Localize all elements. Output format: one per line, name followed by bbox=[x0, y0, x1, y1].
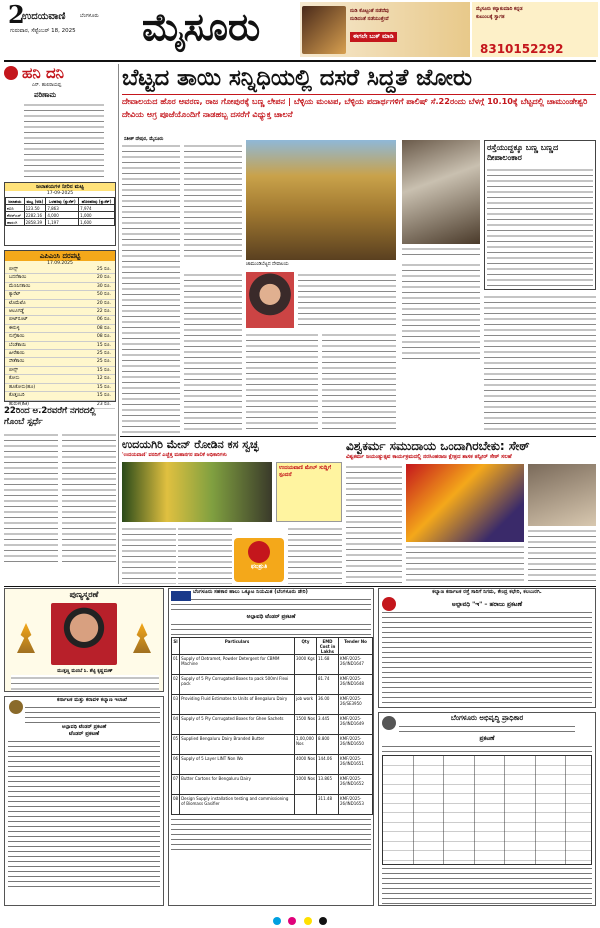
tender-header-row bbox=[172, 638, 373, 655]
water-cell: 7,863 bbox=[46, 205, 79, 212]
tender-cell: 04 bbox=[172, 715, 180, 735]
karavali-notice bbox=[4, 696, 164, 906]
lead-inset-photo bbox=[246, 272, 294, 328]
veg-price: 06 ರೂ. bbox=[96, 317, 111, 323]
veg-date: 17.09.2025 bbox=[47, 261, 73, 266]
veg-name: ಆಲೂಗಡ್ಡೆ bbox=[9, 309, 25, 315]
veg-name: ಸೌತೆಕಾಯಿ bbox=[9, 359, 25, 365]
ad2-phone: 8310152292 bbox=[480, 42, 564, 56]
lead-photo-caption: ಚಾಮುಂಡಿಬೆಟ್ಟದ ದೇವಾಲಯ bbox=[246, 262, 289, 267]
water-header: ಹೊರಹರಿವು (ಕ್ಯುಸೆಕ್) bbox=[79, 198, 115, 205]
veg-name: ಈರುಳ್ಳಿ bbox=[9, 325, 20, 331]
right-photo bbox=[406, 464, 524, 542]
etender-body bbox=[382, 610, 592, 704]
veg-row bbox=[5, 367, 115, 375]
tender-row bbox=[172, 675, 373, 695]
right-photo-caption bbox=[406, 544, 524, 584]
tender-cell: Supply of Detramet, Powder Detergent for CBMM Machine bbox=[180, 655, 295, 675]
water-cell: 2858.39 bbox=[24, 219, 46, 226]
phala-label: ಫಲಶ್ರುತಿ bbox=[250, 563, 268, 570]
dairy-intro bbox=[171, 622, 371, 636]
tender-header: EMD Cost in Lakhs bbox=[317, 638, 339, 655]
water-table-date: 17-09-2025 bbox=[46, 191, 74, 196]
veg-row bbox=[5, 392, 115, 400]
left-col-divider bbox=[118, 64, 119, 584]
dairy-org: ಬೆಂಗಳೂರು ಸಹಕಾರ ಹಾಲು ಒಕ್ಕೂಟ ನಿಯಮಿತ (ಬೆಂಗಳೂರು ಡೇರಿ) bbox=[193, 589, 308, 595]
tender-table bbox=[171, 637, 373, 815]
ads-divider bbox=[4, 586, 596, 587]
page-number: 2 bbox=[8, 0, 25, 29]
left-story-headline: 22ರಿಂದ ಅ.2ರವರೆಗೆ ನಗರದಲ್ಲಿ ಗೊಂಬೆ ಸ್ಪರ್ಧೆ bbox=[4, 406, 96, 427]
veg-name: ಬೆಂಡೆಕಾಯಿ bbox=[9, 342, 27, 348]
etender-ad bbox=[378, 588, 596, 708]
lead-body-col-4 bbox=[246, 332, 318, 432]
notice-heading: ಟೆಂಡರ್ ಪ್ರಕಟಣೆ bbox=[68, 731, 100, 737]
header-ad-2 bbox=[472, 2, 598, 57]
veg-name: ಟೊಮೆಟೊ bbox=[9, 300, 26, 306]
side-photo-caption bbox=[402, 246, 480, 258]
right-body-1 bbox=[346, 464, 402, 584]
tender-cell: 02 bbox=[172, 675, 180, 695]
water-cell: ಕಬಿನಿ bbox=[6, 205, 25, 212]
tender-cell: 311.48 bbox=[317, 795, 339, 815]
tender-cell: Butter Cartons for Bengaluru Dairy bbox=[180, 775, 295, 795]
phala-icon bbox=[248, 541, 270, 563]
water-header: ಒಳಹರಿವು (ಕ್ಯುಸೆಕ್) bbox=[46, 198, 79, 205]
tender-cell: 1000 Nos bbox=[295, 775, 317, 795]
veg-row bbox=[5, 358, 115, 366]
mid-body-1 bbox=[122, 526, 176, 584]
water-cell: 4,000 bbox=[46, 212, 79, 219]
header-ad-1 bbox=[300, 2, 470, 57]
tender-row bbox=[172, 755, 373, 775]
water-table-title: ಜಲಾಶಯಗಳ ನೀರಿನ ಮಟ್ಟ bbox=[5, 183, 115, 191]
water-cell: 7,974 bbox=[79, 205, 115, 212]
veg-name: ಬೀನ್ಸ್ bbox=[9, 267, 18, 272]
tender-cell: 08 bbox=[172, 795, 180, 815]
veg-name: ಬೀನ್ಸ್ bbox=[9, 367, 18, 373]
column-poem bbox=[24, 102, 104, 178]
left-story-body bbox=[4, 432, 58, 562]
veg-row bbox=[5, 384, 115, 392]
side-story-body bbox=[487, 167, 593, 287]
tender-cell: 07 bbox=[172, 775, 180, 795]
tender-row bbox=[172, 775, 373, 795]
left-story-body-2 bbox=[62, 432, 116, 562]
ad2-line-2: ಕುಟುಂಬಕ್ಕೆ ಸ್ವಾಗತ bbox=[476, 15, 505, 20]
notice-body bbox=[8, 739, 160, 889]
page-header bbox=[0, 0, 600, 60]
poem-lines bbox=[24, 102, 104, 178]
veg-price: 25 ರೂ. bbox=[96, 359, 111, 365]
veg-list bbox=[5, 266, 115, 409]
veg-price: 25 ರೂ. bbox=[96, 267, 111, 272]
tender-ad-dairy bbox=[168, 588, 374, 906]
tender-row bbox=[172, 735, 373, 755]
water-cell: 2282.16 bbox=[24, 212, 46, 219]
obituary-ad bbox=[4, 588, 164, 692]
water-cell: ಕೆಆರ್‌ಎಸ್ bbox=[6, 212, 25, 219]
tender-cell: KMF/2025-26/SE3950 bbox=[339, 695, 373, 715]
veg-row bbox=[5, 316, 115, 324]
veg-price-box bbox=[4, 250, 116, 407]
lamp-icon-right bbox=[133, 623, 151, 653]
lead-body-col-1 bbox=[122, 143, 180, 433]
veg-name: ಹುರುಳಿ(ಕೆಜಿ) bbox=[9, 401, 29, 407]
tender-cell: KMF/2025-26/IND1652 bbox=[339, 775, 373, 795]
mid-body-2 bbox=[178, 526, 232, 584]
ad-highlight: ಈಗಲೇ ಬುಕ್ ಮಾಡಿ bbox=[350, 32, 397, 42]
veg-price: 20 ರೂ. bbox=[96, 300, 111, 306]
veg-row bbox=[5, 266, 115, 274]
column-heading: ಪರಿಣಾಮ bbox=[34, 91, 57, 99]
tender-cell: 1500 Nos bbox=[295, 715, 317, 735]
veg-row bbox=[5, 350, 115, 358]
tender-cell bbox=[295, 675, 317, 695]
water-cell: 1,197 bbox=[46, 219, 79, 226]
right-col-story bbox=[484, 294, 596, 432]
right-headline: ವಿಶ್ವಕರ್ಮ ಸಮುದಾಯ ಒಂದಾಗಿರಬೇಕು: ಸೇಠ್ bbox=[346, 439, 530, 453]
veg-name: ನುಗ್ಗೆಕಾಯಿ bbox=[9, 334, 25, 340]
obituary-photo bbox=[51, 603, 117, 665]
mid-photo bbox=[122, 462, 272, 522]
tender-cell: Supply of 5 Ply Corrugated Boxes to pack 500ml Flexi pack bbox=[180, 675, 295, 695]
tender-cell: 144.06 bbox=[317, 755, 339, 775]
tender-cell: Supplied Bengaluru Dairy Branded Butter bbox=[180, 735, 295, 755]
veg-row bbox=[5, 283, 115, 291]
yellow-mark bbox=[304, 917, 312, 925]
tender-cell: 8.800 bbox=[317, 735, 339, 755]
tender-cell: 36.00 bbox=[317, 695, 339, 715]
cyan-mark bbox=[273, 917, 281, 925]
lead-headline: ಬೆಟ್ಟದ ತಾಯಿ ಸನ್ನಿಧಿಯಲ್ಲಿ ದಸರೆ ಸಿದ್ದತೆ ಜೋರು bbox=[122, 65, 473, 91]
mid-headline: ಉದಯಗಿರಿ ಮೇನ್ ರೋಡಿನ ಕಸ ಸ್ವಚ್ಛ bbox=[122, 438, 259, 451]
veg-price: 08 ರೂ. bbox=[96, 325, 111, 331]
lead-subhead: ದೇವಾಲಯದ ಹೊರ ಆವರಣ, ರಾಜ ಗೋಪುರಕ್ಕೆ ಬಣ್ಣ ಲೇಪನ | ಬೆಳ್ಳಿಯ ಮಂಟಪ, ಬೆಳ್ಳಿಯ ಪದಾರ್ಥಗಳಿಗೆ ಪಾಲಿಷ್ ಸೆ.22ರಂದು ಬೆಳಗ್ಗೆ 10.10ಕ್ಕೆ ಬೆಟ್ಟದಲ್ಲಿ ಚಾಮುಂಡೇಶ್ವರಿ ದೇವಿಯ ಅಗ್ರ ಪೂಜೆಯೊಂದಿಗೆ ನಾಡಹಬ್ಬ ದಸರೆಗೆ ವಿಧ್ಯುಕ್ತ ಚಾಲನೆ bbox=[122, 94, 596, 134]
bda-address bbox=[399, 724, 575, 734]
veg-name: ಮೆಣಸಿನಕಾಯಿ bbox=[9, 283, 31, 289]
etender-logo bbox=[382, 597, 396, 611]
water-header: ಜಲಾಶಯ bbox=[6, 198, 25, 205]
paper-name: ಉದಯವಾಣಿ bbox=[22, 11, 66, 22]
tender-cell: job work bbox=[295, 695, 317, 715]
mid-quote-box bbox=[276, 462, 342, 522]
bda-footer bbox=[382, 866, 592, 904]
side-story-box bbox=[484, 140, 596, 290]
ad-line-2: ನುಡಿದಂತೆ ನಡೆಯುತ್ತೇವೆ bbox=[350, 16, 389, 22]
veg-price: 22 ರೂ. bbox=[96, 309, 111, 315]
mid-quote: ಉದಯವಾಣಿ ಮೇಲ್ ಸುದ್ದಿಗೆ ಸ್ಪಂದನೆ bbox=[279, 465, 332, 478]
tender-cell: 4000 Nos bbox=[295, 755, 317, 775]
etender-org: ಕಲ್ಯಾಣ ಕರ್ನಾಟಕ ರಸ್ತೆ ಸಾರಿಗೆ ನಿಗಮ, ಕೇಂದ್ರ ಕಛೇರಿ, ಕಲಬುರಗಿ. bbox=[432, 589, 542, 595]
veg-row bbox=[5, 274, 115, 282]
bda-logo bbox=[382, 716, 396, 730]
veg-price: 15 ರೂ. bbox=[96, 384, 111, 390]
dairy-address bbox=[171, 597, 371, 613]
tender-row bbox=[172, 695, 373, 715]
tender-cell: 03 bbox=[172, 695, 180, 715]
lead-body-col-2 bbox=[184, 143, 242, 261]
veg-price: 50 ರೂ. bbox=[96, 292, 111, 298]
ad-line-1: ನುಡಿ ಕೊಟ್ಟಂತೆ ನಡೆದೆವು bbox=[350, 8, 390, 14]
veg-name: ಕ್ಯಾರೆಟ್ bbox=[9, 292, 21, 298]
tender-cell: KMF/2025-26/IND1650 bbox=[339, 735, 373, 755]
side-photo bbox=[402, 140, 480, 244]
tender-cell bbox=[295, 795, 317, 815]
mid-divider bbox=[120, 436, 596, 437]
water-cell: 123.50 bbox=[24, 205, 46, 212]
water-header: ಮಟ್ಟ (ಅಡಿ) bbox=[24, 198, 46, 205]
veg-row bbox=[5, 375, 115, 383]
notice-address bbox=[25, 705, 160, 723]
bda-intro bbox=[382, 744, 592, 754]
water-cell: ಹಾರಂಗಿ bbox=[6, 219, 25, 226]
header-divider bbox=[4, 60, 596, 62]
veg-price: 08 ರೂ. bbox=[96, 334, 111, 340]
tender-cell: 05 bbox=[172, 735, 180, 755]
veg-price: 15 ರೂ. bbox=[96, 342, 111, 348]
tender-cell: 81.74 bbox=[317, 675, 339, 695]
right-photo-2 bbox=[528, 464, 596, 526]
magenta-mark bbox=[288, 917, 296, 925]
side-story-2 bbox=[402, 262, 480, 362]
water-table-box bbox=[4, 182, 116, 246]
veg-name: ಹೀರೆಕಾಯಿ bbox=[9, 351, 25, 357]
tender-cell: Design Supply installation testing and commissioning of Biomass Gasifier bbox=[180, 795, 295, 815]
tender-header: Qty bbox=[295, 638, 317, 655]
tender-cell: 3.445 bbox=[317, 715, 339, 735]
bda-org: ಬೆಂಗಳೂರು ಅಭಿವೃದ್ಧಿ ಪ್ರಾಧಿಕಾರ bbox=[450, 714, 524, 722]
tender-header: Sl bbox=[172, 638, 180, 655]
tender-cell: Providing Fluid Estimates to Units of Bengaluru Dairy bbox=[180, 695, 295, 715]
veg-name: ಬೀಟ್‌ರೂಟ್ bbox=[9, 317, 28, 323]
tender-cell: Supply of 5 Ply Corrugated Boxes for Ghee Sachets bbox=[180, 715, 295, 735]
veg-price: 30 ರೂ. bbox=[96, 283, 111, 289]
tender-cell: KMF/2025-26/IND1649 bbox=[339, 715, 373, 735]
veg-price: 15 ರೂ. bbox=[96, 367, 111, 373]
water-cell: 1,600 bbox=[79, 219, 115, 226]
color-registration-marks bbox=[0, 910, 600, 924]
veg-price: 20 ರೂ. bbox=[96, 275, 111, 281]
city-label: ಬೆಂಗಳೂರು bbox=[80, 13, 99, 19]
tender-cell: Supply of 5 Layer LINT Non Wo bbox=[180, 755, 295, 775]
tender-cell: 06 bbox=[172, 755, 180, 775]
tender-cell: 3000 Kgs bbox=[295, 655, 317, 675]
dairy-logo bbox=[171, 591, 191, 601]
side-story-title: ರಸ್ತೆಯುದ್ದಕ್ಕೂ ಬಣ್ಣ ಬಣ್ಣದ ದೀಪಾಲಂಕಾರ bbox=[487, 143, 559, 162]
ad2-line-1: ಮೈಸೂರು ಕನ್ಯಾಕುಮಾರಿ ಕನ್ನಡ bbox=[476, 7, 523, 12]
bda-heading: ಪ್ರಕಟಣೆ bbox=[479, 735, 495, 742]
water-table bbox=[5, 197, 115, 226]
tender-cell: 1,00,000 Nos bbox=[295, 735, 317, 755]
obituary-name: ಮುತ್ತಣ್ಣ ಮಣಿಬೆ ಸಿ. ಶೆಟ್ಟಿ ಕೃಷ್ಣಮಣ್ bbox=[57, 669, 113, 674]
ad-phone-image bbox=[302, 6, 346, 54]
dairy-heading: ಅಲ್ಪಾವಧಿ ಟೆಂಡರ್ ಪ್ರಕಟಣೆ bbox=[246, 614, 296, 620]
veg-price: 12 ರೂ. bbox=[96, 376, 111, 382]
veg-row bbox=[5, 325, 115, 333]
water-header-row bbox=[6, 198, 115, 205]
phala-badge bbox=[234, 538, 284, 582]
bda-ad bbox=[378, 712, 596, 906]
edition-title: ಮೈಸೂರು bbox=[142, 4, 261, 49]
column-author: ಎನ್. ಹುಲಿರಾಯಪ್ಪ bbox=[32, 83, 62, 88]
tender-cell: KMF/2025-26/IND1653 bbox=[339, 795, 373, 815]
veg-price: 23 ರೂ. bbox=[96, 401, 111, 407]
black-mark bbox=[319, 917, 327, 925]
etender-heading: ಅಲ್ಪಾವಧಿ "ಇ" – ಹರಾಜು ಪ್ರಕಟಣೆ bbox=[451, 601, 523, 608]
water-row bbox=[6, 205, 115, 212]
obituary-title: ಪುಣ್ಯಸ್ಮರಣೆ bbox=[69, 590, 99, 599]
tender-row bbox=[172, 795, 373, 815]
veg-row bbox=[5, 291, 115, 299]
water-cell: 1,000 bbox=[79, 212, 115, 219]
tender-cell: 13.865 bbox=[317, 775, 339, 795]
lead-byline: ಸತೀಶ್ ದೇಪುರ, ಮೈಸೂರು bbox=[124, 137, 164, 142]
obituary-text bbox=[11, 675, 159, 691]
tender-cell: KMF/2025-26/IND1648 bbox=[339, 675, 373, 695]
tender-header: Particulars bbox=[180, 638, 295, 655]
water-row bbox=[6, 212, 115, 219]
column-name: ಹನಿ ದನಿ bbox=[22, 64, 64, 82]
veg-price: 25 ರೂ. bbox=[96, 351, 111, 357]
tender-cell: KMF/2025-26/IND1651 bbox=[339, 755, 373, 775]
right-subhead: ವಿಶ್ವಕರ್ಮ ಜಯಂತ್ಯುತ್ಸವ ಕಾರ್ಯಕ್ರಮದಲ್ಲಿ ನರಸಿಂಹರಾಜ ಕ್ಷೇತ್ರದ ಶಾಸಕ ತನ್ವೀರ್ ಸೇಠ್ ಸಲಹೆ bbox=[346, 454, 512, 460]
mid-subhead: 'ಉದಯವಾಣಿ' ವರದಿಗೆ ಎಚ್ಚೆತ್ತ ಮಹಾನಗರ ಪಾಲಿಕೆ ಅಧಿಕಾರಿಗಳು bbox=[122, 452, 227, 458]
govt-emblem-icon bbox=[9, 700, 23, 714]
tender-cell: 11.68 bbox=[317, 655, 339, 675]
lead-body-col-3 bbox=[184, 272, 242, 432]
veg-row bbox=[5, 308, 115, 316]
mid-body-3 bbox=[288, 526, 342, 584]
veg-title: ಎಪಿಎಂಸಿ ದರಪಟ್ಟಿ bbox=[5, 251, 115, 261]
hani-dani-logo bbox=[4, 64, 116, 88]
dairy-footer bbox=[171, 817, 371, 853]
mid-story bbox=[122, 438, 342, 586]
tender-cell: KMF/2025-26/IND1647 bbox=[339, 655, 373, 675]
tender-cell: 01 bbox=[172, 655, 180, 675]
veg-row bbox=[5, 342, 115, 350]
bda-table bbox=[382, 755, 592, 865]
veg-name: ಹೂಕೋಸು(ಹೂ) bbox=[9, 384, 36, 390]
tender-header: Tender No bbox=[339, 638, 373, 655]
veg-row bbox=[5, 333, 115, 341]
right-story bbox=[346, 438, 596, 586]
water-row bbox=[6, 219, 115, 226]
lead-inset-text bbox=[298, 272, 396, 328]
column-icon bbox=[4, 66, 18, 80]
left-column bbox=[4, 64, 116, 584]
right-body-2 bbox=[528, 528, 596, 584]
lead-body-col-5 bbox=[322, 332, 396, 432]
issue-date: ಗುರುವಾರ, ಸೆಪ್ಟೆಂಬರ್ 18, 2025 bbox=[10, 28, 76, 34]
veg-name: ಕೋಸು bbox=[9, 376, 20, 382]
veg-name: ಬದನೆಕಾಯಿ bbox=[9, 275, 27, 281]
notice-subtitle: ಅಲ್ಪಾವಧಿ ಟೆಂಡರ್ ಪ್ರಕಟಣೆ bbox=[61, 724, 107, 730]
veg-price: 15 ರೂ. bbox=[96, 393, 111, 399]
notice-title: ಕರ್ನಾಟಕ ಮತ್ತು ಕರಾವಳಿ ಕಲ್ಯಾಣ ಇಲಾಖೆ bbox=[57, 697, 127, 703]
tender-row bbox=[172, 715, 373, 735]
veg-row bbox=[5, 300, 115, 308]
lead-photo bbox=[246, 140, 396, 260]
veg-name: ಕೊತ್ತಂಬರಿ bbox=[9, 393, 25, 399]
tender-row bbox=[172, 655, 373, 675]
lamp-icon-left bbox=[17, 623, 35, 653]
